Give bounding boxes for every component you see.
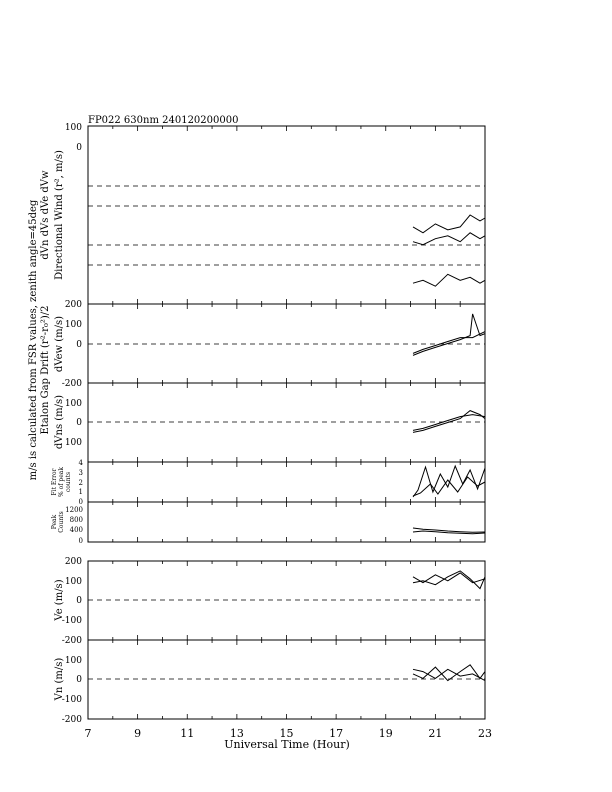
vew-series-line — [413, 332, 485, 354]
peak-series-line — [413, 528, 485, 532]
ve-tick-100: 100 — [64, 577, 82, 587]
vn-label-line1: Vn (m/s) — [54, 657, 65, 701]
ve-tick-200: 200 — [64, 557, 82, 567]
wind-series-line — [413, 233, 485, 245]
side-note: m/s is calculated from FSR values, zenith angle=45deg — [28, 199, 39, 481]
peak-tick-1200: 1200 — [65, 506, 83, 514]
vn-frame — [88, 640, 485, 719]
peak-label-line1: Peak — [51, 514, 58, 530]
fit-label-line1: Fit Error — [51, 468, 58, 496]
vn-series-line — [413, 665, 485, 681]
x-tick-label: 19 — [378, 727, 393, 740]
x-tick-label: 21 — [428, 727, 443, 740]
wind-y-ticks — [65, 123, 82, 310]
peak-label-line2: Counts — [58, 511, 65, 533]
ve-frame — [88, 561, 485, 640]
peak-frame — [88, 502, 485, 542]
vew-label-line1: Etalon Gap Drift (r²-r₀²)/2 — [40, 305, 51, 435]
peak-tick-800: 800 — [69, 516, 83, 524]
vns-label-line1: dVns (m/s) — [54, 394, 65, 450]
vns-frame — [88, 383, 485, 462]
wind-frame — [88, 126, 485, 304]
x-tick-label: 9 — [134, 727, 142, 740]
vew-frame — [88, 304, 485, 383]
wind-tick-0: 0 — [76, 143, 82, 153]
vn-tick-neg200: -200 — [61, 715, 82, 725]
dashed-reference-lines — [88, 186, 485, 679]
wind-tick-100: 100 — [64, 123, 82, 133]
x-tick-label: 13 — [229, 727, 244, 740]
wind-label-line1: dVn dVs dVe dVw — [40, 170, 51, 260]
ve-label-line1: Ve (m/s) — [54, 579, 65, 621]
fit-tick-3: 3 — [78, 469, 83, 477]
y-axis-labels — [28, 150, 65, 701]
x-tick-label: 15 — [279, 727, 294, 740]
fit-tick-1: 1 — [78, 488, 83, 496]
x-tick-label: 23 — [478, 727, 492, 740]
chart-series — [413, 215, 485, 681]
x-tick-label: 11 — [180, 727, 195, 740]
peak-tick-0: 0 — [78, 537, 83, 545]
wind-label-line2: Directional Wind (r², m/s) — [54, 150, 65, 280]
vew-tick-100: 100 — [64, 320, 82, 330]
wind-series-line — [413, 215, 485, 233]
x-axis-label: Universal Time (Hour) — [224, 738, 350, 751]
x-tick-label: 7 — [84, 727, 92, 740]
panel-frames — [88, 126, 485, 719]
fit-tick-4: 4 — [78, 459, 83, 467]
fit-label-line3: counts — [65, 471, 72, 493]
figure-title: FP022 630nm 240120200000 — [88, 115, 239, 126]
vns-series-line — [413, 411, 485, 433]
fit-label-line2: % of peak — [58, 467, 65, 497]
wind-series-line — [413, 274, 485, 286]
vew-tick-0: 0 — [76, 340, 82, 350]
vns-tick-0: 0 — [76, 418, 82, 428]
peak-tick-400: 400 — [69, 526, 83, 534]
vn-tick-0: 0 — [76, 675, 82, 685]
vn-tick-100: 100 — [64, 656, 82, 666]
vns-tick-100: 100 — [64, 399, 82, 409]
ve-tick-0: 0 — [76, 596, 82, 606]
vew-tick-neg200: -200 — [61, 379, 82, 389]
x-axis-ticks — [88, 126, 485, 719]
ve-tick-neg200: -200 — [61, 636, 82, 646]
vn-tick-neg100: -100 — [61, 695, 82, 705]
peak-y-ticks — [65, 506, 83, 545]
fit-y-ticks — [79, 459, 84, 506]
x-tick-label: 17 — [329, 727, 344, 740]
vns-y-ticks — [65, 399, 82, 448]
ve-tick-neg100: -100 — [61, 616, 82, 626]
fit-tick-0: 0 — [78, 498, 83, 506]
vns-tick-neg100: 100 — [64, 438, 82, 448]
fit-tick-2: 2 — [78, 479, 83, 487]
vew-label-line2: dVew (m/s) — [54, 315, 65, 373]
wind-tick-200: 200 — [64, 300, 82, 310]
